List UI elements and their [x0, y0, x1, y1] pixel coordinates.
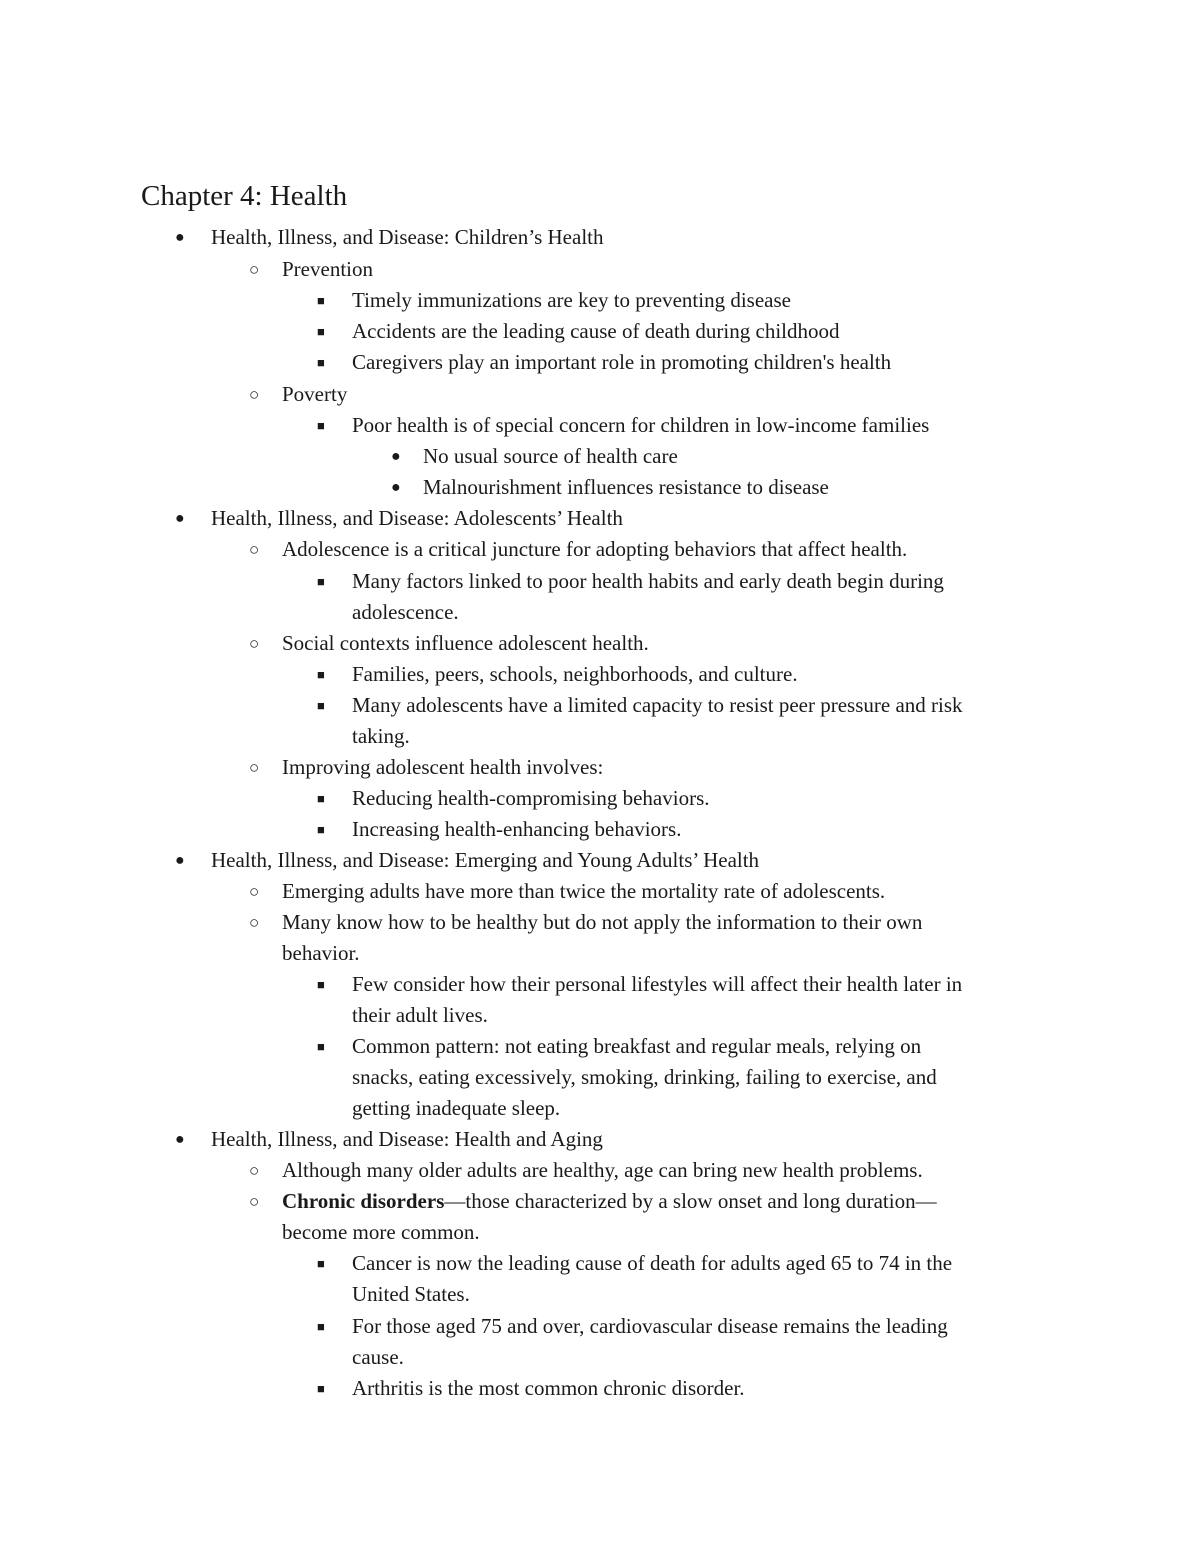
square-bullet-icon: ■ [317, 667, 325, 682]
square-bullet-icon: ■ [317, 977, 325, 992]
list-item: Arthritis is the most common chronic disorder. [352, 1376, 745, 1400]
list-item: For those aged 75 and over, cardiovascular disease remains the leading [352, 1314, 948, 1338]
circle-bullet-icon: ○ [249, 260, 260, 279]
subtopic: Adolescence is a critical juncture for adopting behaviors that affect health. [282, 537, 908, 561]
subtopic: Improving adolescent health involves: [282, 755, 604, 779]
circle-bullet-icon: ○ [249, 882, 260, 901]
subtopic: Emerging adults have more than twice the mortality rate of adolescents. [282, 879, 886, 903]
page-title: Chapter 4: Health [141, 180, 348, 212]
subtopic-continuation: behavior. [282, 941, 360, 965]
bullet-icon: ● [175, 852, 185, 869]
list-item: Common pattern: not eating breakfast and regular meals, relying on [352, 1034, 922, 1058]
circle-bullet-icon: ○ [249, 540, 260, 559]
square-bullet-icon: ■ [317, 355, 325, 370]
list-item-continuation: snacks, eating excessively, smoking, drinking, failing to exercise, and [352, 1065, 937, 1089]
square-bullet-icon: ■ [317, 418, 325, 433]
square-bullet-icon: ■ [317, 1319, 325, 1334]
circle-bullet-icon: ○ [249, 634, 260, 653]
square-bullet-icon: ■ [317, 1039, 325, 1054]
subtopic: Social contexts influence adolescent health. [282, 631, 649, 655]
list-item-continuation: United States. [352, 1282, 470, 1306]
list-item: No usual source of health care [423, 444, 678, 468]
list-item: Cancer is now the leading cause of death for adults aged 65 to 74 in the [352, 1251, 953, 1275]
list-item: Poor health is of special concern for children in low-income families [352, 413, 930, 437]
list-item: Reducing health-compromising behaviors. [352, 786, 710, 810]
chronic-disorders-term: Chronic disorders [282, 1189, 445, 1213]
square-bullet-icon: ■ [317, 1256, 325, 1271]
list-item-continuation: taking. [352, 724, 410, 748]
square-bullet-icon: ■ [317, 791, 325, 806]
square-bullet-icon: ■ [317, 324, 325, 339]
bullet-icon: ● [391, 448, 401, 465]
circle-bullet-icon: ○ [249, 758, 260, 777]
chronic-disorders-definition: —those characterized by a slow onset and long duration— [444, 1189, 937, 1213]
square-bullet-icon: ■ [317, 822, 325, 837]
section-heading: Health, Illness, and Disease: Health and Aging [211, 1127, 603, 1151]
circle-bullet-icon: ○ [249, 385, 260, 404]
square-bullet-icon: ■ [317, 574, 325, 589]
bullet-icon: ● [175, 1131, 185, 1148]
subtopic [282, 1186, 937, 1217]
square-bullet-icon: ■ [317, 1381, 325, 1396]
circle-bullet-icon: ○ [249, 1192, 260, 1211]
circle-bullet-icon: ○ [249, 1161, 260, 1180]
subtopic: Although many older adults are healthy, age can bring new health problems. [282, 1158, 923, 1182]
list-item: Many adolescents have a limited capacity to resist peer pressure and risk [352, 693, 963, 717]
section-heading: Health, Illness, and Disease: Adolescents’ Health [211, 506, 623, 530]
list-item: Many factors linked to poor health habits and early death begin during [352, 569, 944, 593]
list-item-continuation: cause. [352, 1345, 404, 1369]
subtopic: Many know how to be healthy but do not apply the information to their own [282, 910, 923, 934]
square-bullet-icon: ■ [317, 698, 325, 713]
bullet-icon: ● [391, 479, 401, 496]
list-item: Increasing health-enhancing behaviors. [352, 817, 682, 841]
circle-bullet-icon: ○ [249, 913, 260, 932]
list-item: Accidents are the leading cause of death during childhood [352, 319, 840, 343]
list-item: Timely immunizations are key to preventing disease [352, 288, 791, 312]
section-heading: Health, Illness, and Disease: Children’s Health [211, 225, 604, 249]
subtopic-prevention: Prevention [282, 257, 373, 281]
square-bullet-icon: ■ [317, 293, 325, 308]
list-item: Few consider how their personal lifestyles will affect their health later in [352, 972, 963, 996]
list-item-continuation: getting inadequate sleep. [352, 1096, 561, 1120]
subtopic-continuation: become more common. [282, 1220, 480, 1244]
list-item: Malnourishment influences resistance to disease [423, 475, 829, 499]
bullet-icon: ● [175, 229, 185, 246]
list-item: Caregivers play an important role in promoting children's health [352, 350, 892, 374]
list-item: Families, peers, schools, neighborhoods, and culture. [352, 662, 798, 686]
list-item-continuation: their adult lives. [352, 1003, 488, 1027]
bullet-icon: ● [175, 510, 185, 527]
list-item-continuation: adolescence. [352, 600, 459, 624]
section-heading: Health, Illness, and Disease: Emerging and Young Adults’ Health [211, 848, 760, 872]
subtopic-poverty: Poverty [282, 382, 348, 406]
